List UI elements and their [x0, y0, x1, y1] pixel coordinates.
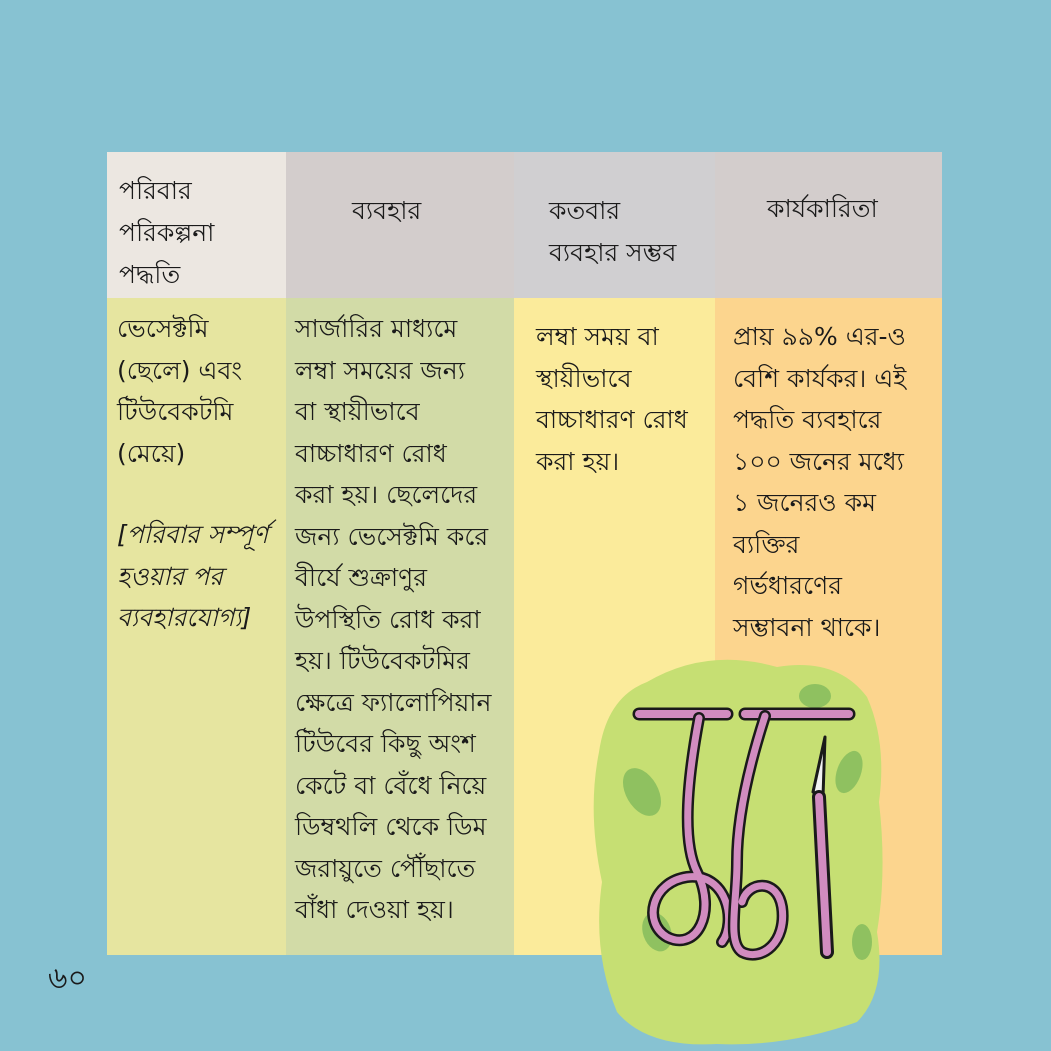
cell-text: সার্জারির মাধ্যমে — [295, 314, 458, 343]
header-effectiveness — [715, 152, 942, 298]
cell-text: করা হয়। — [536, 446, 620, 476]
cell-text: টিউবের কিছু অংশ — [295, 729, 476, 758]
cell-text: বাচ্চাধারণ রোধ — [536, 405, 688, 434]
cell-text: (ছেলে) এবং — [117, 355, 243, 385]
header-text: পরিকল্পনা — [119, 218, 215, 247]
cell-text: ডিম্বথলি থেকে ডিম — [295, 812, 487, 841]
cell-text: লম্বা সময় বা — [536, 322, 659, 351]
cell-text: পদ্ধতি ব্যবহারে — [733, 405, 882, 434]
cell-text: কেটে বা বেঁধে নিয়ে — [295, 770, 487, 800]
header-text: পদ্ধতি — [119, 260, 181, 289]
surgical-tools-illustration — [587, 652, 887, 1051]
cell-text: স্থায়ীভাবে — [536, 363, 632, 393]
header-text: কার্যকারিতা — [767, 194, 878, 223]
leaf-spot — [799, 684, 831, 708]
column-method — [107, 152, 286, 955]
cell-text: লম্বা সময়ের জন্য — [295, 355, 465, 385]
method-note: হওয়ার পর — [117, 561, 223, 591]
cell-text: ভেসেক্টমি — [117, 314, 209, 343]
method-note: [পরিবার সম্পূর্ণ — [117, 520, 269, 549]
cell-text: বা স্থায়ীভাবে — [295, 397, 420, 426]
header-text: পরিবার — [119, 176, 192, 205]
cell-text: বেশি কার্যকর। এই — [733, 363, 907, 393]
header-text: ব্যবহার — [352, 196, 422, 225]
cell-text: ১ জনেরও কম — [733, 488, 876, 517]
cell-text: সম্ভাবনা থাকে। — [733, 612, 881, 642]
cell-text: জন্য ভেসেক্টমি করে — [295, 521, 489, 551]
cell-text: ব্যক্তির — [733, 529, 800, 559]
header-frequency — [514, 152, 715, 298]
cell-text: জরায়ুতে পৌঁছাতে — [295, 853, 476, 883]
header-text: ব্যবহার সম্ভব — [549, 238, 677, 267]
cell-text: হয়। টিউবেকটমির — [295, 646, 470, 675]
cell-text: (মেয়ে) — [117, 438, 186, 468]
cell-text: প্রায় ৯৯% এর-ও — [733, 322, 906, 351]
column-usage — [286, 152, 514, 955]
cell-text: টিউবেকটমি — [117, 397, 234, 426]
cell-usage — [286, 298, 514, 955]
header-usage — [286, 152, 514, 298]
cell-method — [107, 298, 286, 955]
cell-text: ক্ষেত্রে ফ্যালোপিয়ান — [295, 687, 492, 717]
cell-text: করা হয়। ছেলেদের — [295, 480, 478, 509]
header-text: কতবার — [549, 196, 621, 225]
method-note: ব্যবহারযোগ্য] — [117, 603, 252, 632]
cell-text: গর্ভধারণের — [733, 571, 842, 600]
page-number: ৬০ — [48, 961, 88, 996]
leaf-spot — [852, 924, 872, 960]
cell-text: বাচ্চাধারণ রোধ — [295, 438, 447, 468]
cell-text: বাঁধা দেওয়া হয়। — [295, 895, 454, 924]
cell-text: ১০০ জনের মধ্যে — [733, 446, 904, 476]
header-method — [107, 152, 286, 298]
cell-text: বীর্যে শুক্রাণুর — [295, 563, 428, 592]
cell-text: উপস্থিতি রোধ করা — [295, 604, 481, 634]
